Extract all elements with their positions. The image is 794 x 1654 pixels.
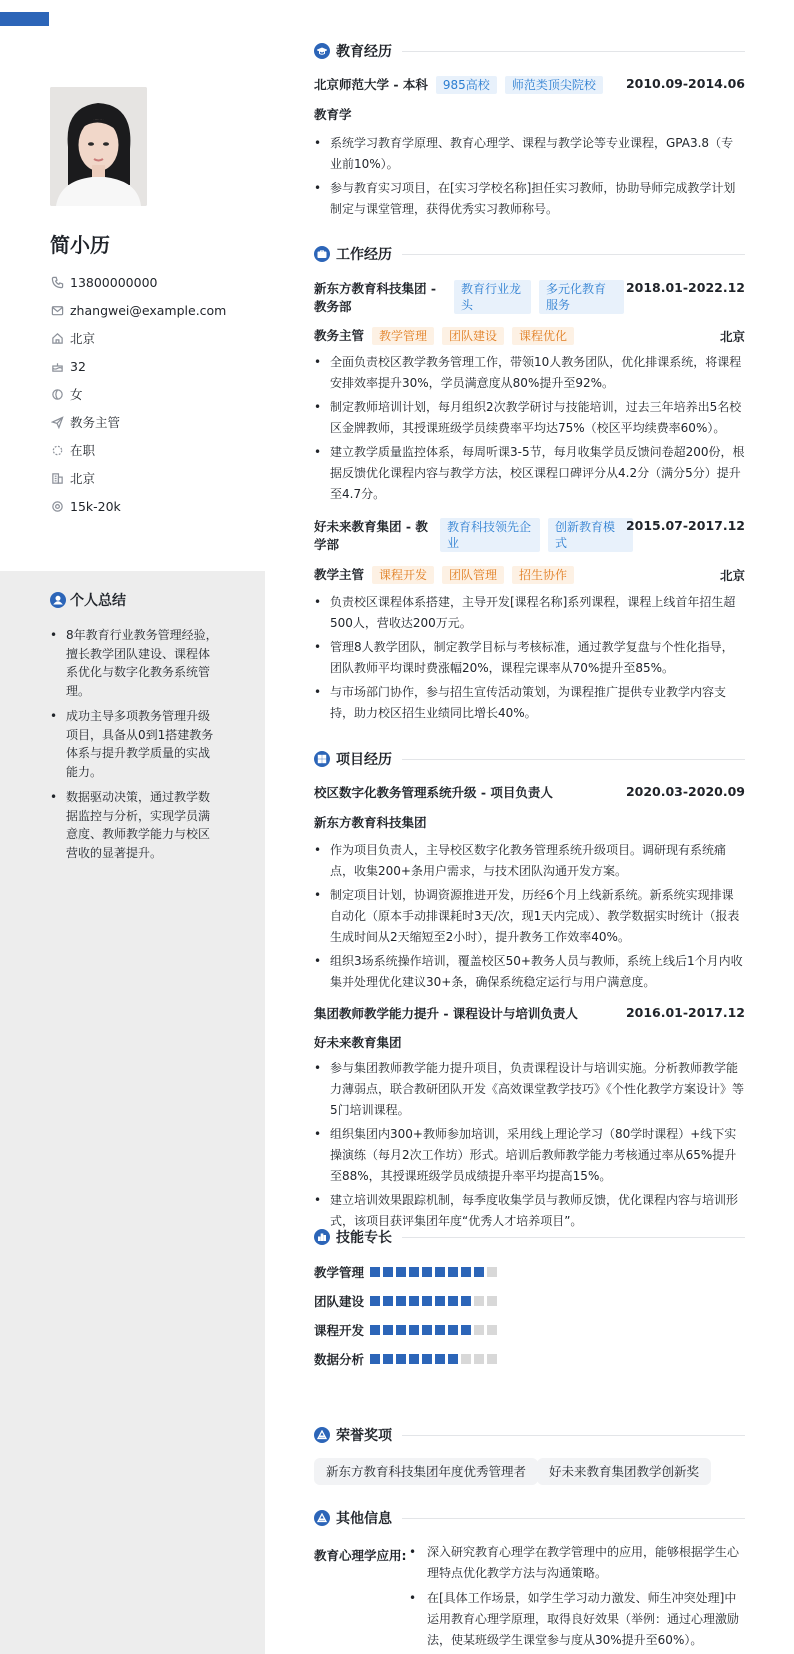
job-bullet: • 建立教学质量监控体系，每周听课3-5节，每月收集学员反馈问卷超200份，根据反馈优化课程内容与教学方法，校区课程口碑评分从4.2分（满分5分）提升至4.7分。 [314,442,745,505]
position-value: 教务主管 [70,415,121,430]
job-bullets [314,592,745,727]
school-tag: 师范类顶尖院校 [505,76,603,94]
summary-item: • 数据驱动决策，通过教学数据监控与分析，实现学员满意度、教师教学能力与校区营收的显著提升。 [50,788,220,862]
skill-level-bar [370,1354,500,1364]
home-icon [50,331,64,345]
company-tag: 教育行业龙头 [454,280,531,314]
mail-icon [50,303,64,317]
awards-title: 荣誉奖项 [336,1428,392,1444]
email-value: zhangwei@example.com [70,302,227,318]
project-row [314,784,745,802]
skill-level-block [409,1354,419,1364]
building-icon [50,471,64,485]
award-icon [314,1427,330,1443]
award-badge: 新东方教育科技集团年度优秀管理者 [314,1458,538,1485]
job-date: 2018.01-2022.12 [625,280,745,295]
skill-level-block [474,1354,484,1364]
skill-level-block [461,1325,471,1335]
section-divider [402,1237,745,1238]
bar-chart-icon [314,1229,330,1245]
projects-title: 项目经历 [336,752,392,768]
job-role-row [314,566,745,584]
skill-level-block [396,1296,406,1306]
skill-level-block [396,1354,406,1364]
skill-level-block [487,1325,497,1335]
role-tag: 教学管理 [372,327,434,345]
skill-row [314,1351,500,1367]
skill-level-block [487,1354,497,1364]
job-bullets [314,352,745,508]
coin-icon [50,499,64,513]
profile-photo [50,87,147,206]
job-bullet: • 制定教师培训计划，每月组织2次教学研讨与技能培训，过去三年培养出5名校区金牌教师，其授课班级学员续费率平均达75%（校区平均续费率60%）。 [314,397,745,439]
gender-value: 女 [70,387,83,402]
skill-level-block [422,1267,432,1277]
grid-icon [314,751,330,767]
skill-level-block [422,1354,432,1364]
project-bullet: • 组织集团内300+教师参加培训，采用线上理论学习（80学时课程）+线下实操演练（每月2次工作坊）形式。培训后教师教学能力考核通过率从65%提升至88%，其授课班级学员成绩提升率平均提高15%。 [314,1124,745,1187]
work-header [314,244,745,264]
skill-row [314,1293,500,1309]
job-row [314,280,745,316]
skill-level-block [383,1354,393,1364]
skill-level-block [461,1267,471,1277]
skill-level-block [448,1325,458,1335]
status-icon [50,443,64,457]
other-label: 教育心理学应用: [314,1548,407,1563]
education-header [314,41,745,61]
job-date: 2015.07-2017.12 [625,518,745,533]
skill-level-block [370,1354,380,1364]
projects-header [314,749,745,769]
skill-level-block [409,1296,419,1306]
school-name: 北京师范大学 - 本科 [314,77,428,92]
skill-level-bar [370,1267,500,1277]
role-tag: 课程开发 [372,566,434,584]
project-bullet: • 作为项目负责人，主导校区数字化教务管理系统升级项目。调研现有系统痛点，收集200+条用户需求，与技术团队沟通开发方案。 [314,840,745,882]
portrait-image [50,87,147,206]
skill-level-block [370,1325,380,1335]
award-badge: 好未来教育集团教学创新奖 [537,1458,711,1485]
graduation-cap-icon [314,43,330,59]
project-bullets [314,1058,745,1235]
contact-info-list [50,268,226,520]
company-tag: 教育科技领先企业 [440,518,540,552]
skill-name: 课程开发 [314,1323,365,1338]
info-status [50,436,226,464]
project-bullet: • 建立培训效果跟踪机制，每季度收集学员与教师反馈，优化课程内容与培训形式，该项目获评集团年度“优秀人才培养项目”。 [314,1190,745,1232]
candidate-name: 简小历 [50,233,110,257]
skill-level-block [487,1267,497,1277]
section-divider [402,1518,745,1519]
job-city: 北京 [719,329,745,344]
target-city-value: 北京 [70,471,96,486]
project-name: 校区数字化教务管理系统升级 - 项目负责人 [314,785,553,800]
other-list [405,1542,745,1654]
skill-level-block [448,1296,458,1306]
info-icon [314,1510,330,1526]
status-value: 在职 [70,443,96,458]
info-salary [50,492,226,520]
user-icon [50,592,66,608]
info-position [50,408,226,436]
summary-item: • 8年教育行业教务管理经验，擅长教学团队建设、课程体系优化与数字化教务系统管理。 [50,626,220,700]
skill-level-block [409,1267,419,1277]
info-gender [50,380,226,408]
phone-value: 13800000000 [70,274,158,290]
skill-level-block [474,1267,484,1277]
education-bullet: • 参与教育实习项目，在[实习学校名称]担任实习教师，协助导师完成教学计划制定与课堂管理，获得优秀实习教师称号。 [314,178,745,220]
skill-level-bar [370,1296,500,1306]
section-divider [402,759,745,760]
skill-level-block [474,1296,484,1306]
job-city: 北京 [719,568,745,583]
send-icon [50,415,64,429]
summary-item: • 成功主导多项教务管理升级项目，具备从0到1搭建教务体系与提升教学质量的实战能力。 [50,707,220,781]
project-date: 2020.03-2020.09 [625,784,745,799]
project-bullet: • 参与集团教师教学能力提升项目，负责课程设计与培训实施。分析教师教学能力薄弱点，联合教研团队开发《高效课堂教学技巧》《个性化教学方案设计》等5门培训课程。 [314,1058,745,1121]
skills-header [314,1227,745,1247]
skill-level-block [370,1296,380,1306]
skill-level-bar [370,1325,500,1335]
job-company: 好未来教育集团 - 教学部 [314,519,428,552]
job-bullet: • 管理8人教学团队，制定教学目标与考核标准，通过教学复盘与个性化指导，团队教师平均课时费涨幅20%，课程完课率从70%提升至85%。 [314,637,745,679]
info-location [50,324,226,352]
job-role-row [314,327,745,345]
role-tag: 课程优化 [512,327,574,345]
skills-title: 技能专长 [336,1230,392,1246]
skill-level-block [435,1296,445,1306]
skill-level-block [474,1325,484,1335]
info-target-city [50,464,226,492]
project-name: 集团教师教学能力提升 - 课程设计与培训负责人 [314,1006,578,1021]
skill-level-block [461,1354,471,1364]
age-value: 32 [70,358,86,374]
skill-level-block [487,1296,497,1306]
skill-name: 团队建设 [314,1294,365,1309]
skill-level-block [396,1325,406,1335]
job-bullet: • 负责校区课程体系搭建，主导开发[课程名称]系列课程，课程上线首年招生超500人，营收达200万元。 [314,592,745,634]
project-date: 2016.01-2017.12 [625,1005,745,1020]
section-divider [402,51,745,52]
role-tag: 招生协作 [512,566,574,584]
education-bullet: • 系统学习教育学原理、教育心理学、课程与教学论等专业课程，GPA3.8（专业前10%）。 [314,133,745,175]
info-email [50,296,226,324]
education-row [314,76,745,94]
gender-icon [50,387,64,401]
skill-level-block [422,1296,432,1306]
skill-level-block [383,1296,393,1306]
project-org: 新东方教育科技集团 [314,815,427,830]
work-title: 工作经历 [336,247,392,263]
awards-header [314,1425,745,1445]
skill-level-block [448,1354,458,1364]
other-header [314,1508,745,1528]
skill-level-block [435,1325,445,1335]
location-value: 北京 [70,331,96,346]
other-item: • 在[具体工作场景，如学生学习动力激发、师生冲突处理]中运用教育心理学原理，取得良好效果（举例：通过心理激励法，使某班级学生课堂参与度从30%提升至60%）。 [405,1588,745,1651]
section-divider [402,254,745,255]
skill-level-block [435,1354,445,1364]
job-role: 教学主管 [314,567,365,582]
skill-level-block [448,1267,458,1277]
skill-name: 教学管理 [314,1265,365,1280]
education-date: 2010.09-2014.06 [625,76,745,91]
job-bullet: • 全面负责校区教学教务管理工作，带领10人教务团队，优化排课系统，将课程安排效率提升30%，学员满意度从80%提升至92%。 [314,352,745,394]
education-title: 教育经历 [336,44,392,60]
other-item: • 深入研究教育心理学在教学管理中的应用，能够根据学生心理特点优化教学方法与沟通策略。 [405,1542,745,1584]
other-title: 其他信息 [336,1511,392,1527]
info-age [50,352,226,380]
skill-row [314,1322,500,1338]
section-divider [402,1435,745,1436]
project-bullet: • 组织3场系统操作培训，覆盖校区50+教务人员与教师，系统上线后1个月内收集并处理优化建议30+条，确保系统稳定运行与用户满意度。 [314,951,745,993]
job-bullet: • 与市场部门协作，参与招生宣传活动策划，为课程推广提供专业教学内容支持，助力校区招生业绩同比增长40%。 [314,682,745,724]
skill-level-block [383,1325,393,1335]
cake-icon [50,359,64,373]
role-tag: 团队管理 [442,566,504,584]
skill-level-block [396,1267,406,1277]
skill-level-block [461,1296,471,1306]
summary-header [50,590,126,610]
school-tag: 985高校 [436,76,497,94]
education-major: 教育学 [314,107,352,122]
skill-name: 数据分析 [314,1352,365,1367]
project-org: 好未来教育集团 [314,1035,402,1050]
phone-icon [50,275,64,289]
company-tag: 创新教育模式 [548,518,633,552]
job-company: 新东方教育科技集团 - 教务部 [314,281,437,314]
education-bullets [314,133,745,223]
info-phone [50,268,226,296]
skill-level-block [370,1267,380,1277]
skill-row [314,1264,500,1280]
skill-level-block [422,1325,432,1335]
project-bullets [314,840,745,996]
accent-bar [0,12,49,26]
job-row [314,518,745,554]
summary-title: 个人总结 [70,593,126,609]
salary-value: 15k-20k [70,498,121,514]
skill-level-block [435,1267,445,1277]
skill-level-block [409,1325,419,1335]
skill-level-block [383,1267,393,1277]
briefcase-icon [314,246,330,262]
project-bullet: • 制定项目计划，协调资源推进开发，历经6个月上线新系统。新系统实现排课自动化（原本手动排课耗时3天/次，现1天内完成）、教学数据实时统计（报表生成时间从2天缩短至2小时），提升教务工作效率40%。 [314,885,745,948]
project-row [314,1005,745,1023]
role-tag: 团队建设 [442,327,504,345]
company-tag: 多元化教育服务 [539,280,624,314]
summary-list [50,626,220,869]
job-role: 教务主管 [314,328,365,343]
